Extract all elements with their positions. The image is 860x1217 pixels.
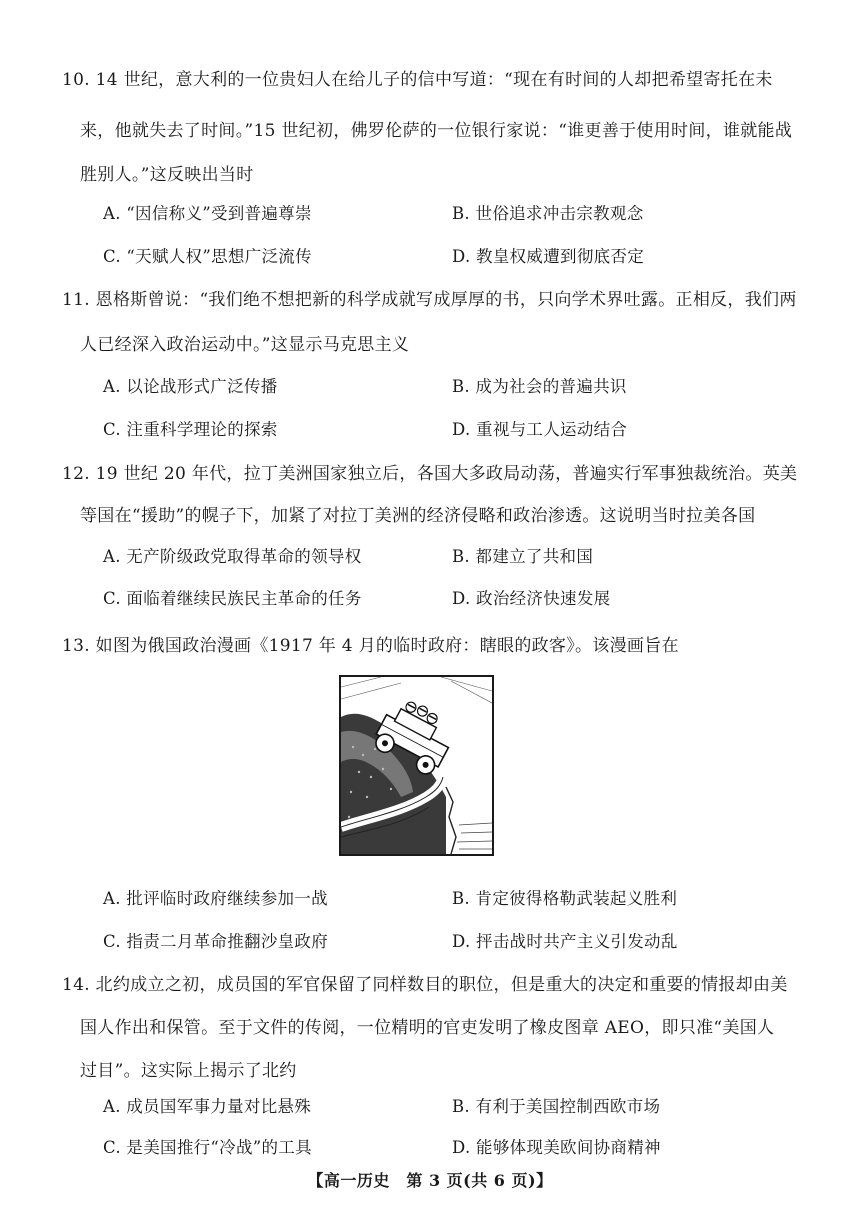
question-11-option-b: B. 成为社会的普遍共识	[452, 377, 627, 396]
question-10-option-a: A. “因信称义”受到普遍尊崇	[103, 204, 312, 223]
political-cartoon-image	[339, 675, 494, 856]
question-14-option-a: A. 成员国军事力量对比悬殊	[103, 1097, 312, 1116]
page-footer: 【高一历史 第 3 页(共 6 页)】	[307, 1171, 553, 1190]
question-12-option-b: B. 都建立了共和国	[452, 547, 594, 566]
question-14-option-c: C. 是美国推行“冷战”的工具	[103, 1138, 312, 1157]
question-10-option-d: D. 教皇权威遭到彻底否定	[452, 247, 645, 266]
question-11-line-2: 人已经深入政治运动中。”这显示马克思主义	[80, 335, 410, 355]
question-10-line-3: 胜别人。”这反映出当时	[80, 165, 254, 185]
question-10-line-1: 10. 14 世纪，意大利的一位贵妇人在给儿子的信中写道：“现在有时间的人却把希望寄托在未	[62, 70, 773, 90]
question-11-option-d: D. 重视与工人运动结合	[452, 420, 628, 439]
question-13-option-d: D. 抨击战时共产主义引发动乱	[452, 932, 678, 951]
question-11-line-1: 11. 恩格斯曾说：“我们绝不想把新的科学成就写成厚厚的书，只向学术界吐露。正相反，我们两	[62, 290, 797, 310]
question-12-option-d: D. 政治经济快速发展	[452, 589, 611, 608]
question-12-line-1: 12. 19 世纪 20 年代，拉丁美洲国家独立后，各国大多政局动荡，普遍实行军事独裁统治。英美	[62, 464, 798, 484]
question-14-option-d: D. 能够体现美欧间协商精神	[452, 1138, 661, 1157]
question-13-option-c: C. 指责二月革命推翻沙皇政府	[103, 932, 329, 951]
question-14-line-3: 过目”。这实际上揭示了北约	[80, 1061, 297, 1081]
question-12-option-c: C. 面临着继续民族民主革命的任务	[103, 589, 362, 608]
question-10-line-2: 来，他就失去了时间。”15 世纪初，佛罗伦萨的一位银行家说：“谁更善于使用时间，谁就能战	[80, 121, 793, 141]
question-10-option-c: C. “天赋人权”思想广泛流传	[103, 247, 312, 266]
question-13-option-b: B. 肯定彼得格勒武装起义胜利	[452, 889, 678, 908]
question-13-option-a: A. 批评临时政府继续参加一战	[103, 889, 328, 908]
question-13-line-1: 13. 如图为俄国政治漫画《1917 年 4 月的临时政府：瞎眼的政客》。该漫画旨在	[62, 636, 679, 656]
question-14-line-1: 14. 北约成立之初，成员国的军官保留了同样数目的职位，但是重大的决定和重要的情报却由美	[62, 975, 788, 995]
question-12-line-2: 等国在“援助”的幌子下，加紧了对拉丁美洲的经济侵略和政治渗透。这说明当时拉美各国	[80, 506, 756, 526]
question-14-option-b: B. 有利于美国控制西欧市场	[452, 1097, 661, 1116]
question-11-option-a: A. 以论战形式广泛传播	[103, 377, 278, 396]
question-11-option-c: C. 注重科学理论的探索	[103, 420, 278, 439]
question-10-option-b: B. 世俗追求冲击宗教观念	[452, 204, 644, 223]
question-14-line-2: 国人作出和保管。至于文件的传阅，一位精明的官吏发明了橡皮图章 AEO，即只准“美国人	[80, 1018, 775, 1038]
question-12-option-a: A. 无产阶级政党取得革命的领导权	[103, 547, 362, 566]
